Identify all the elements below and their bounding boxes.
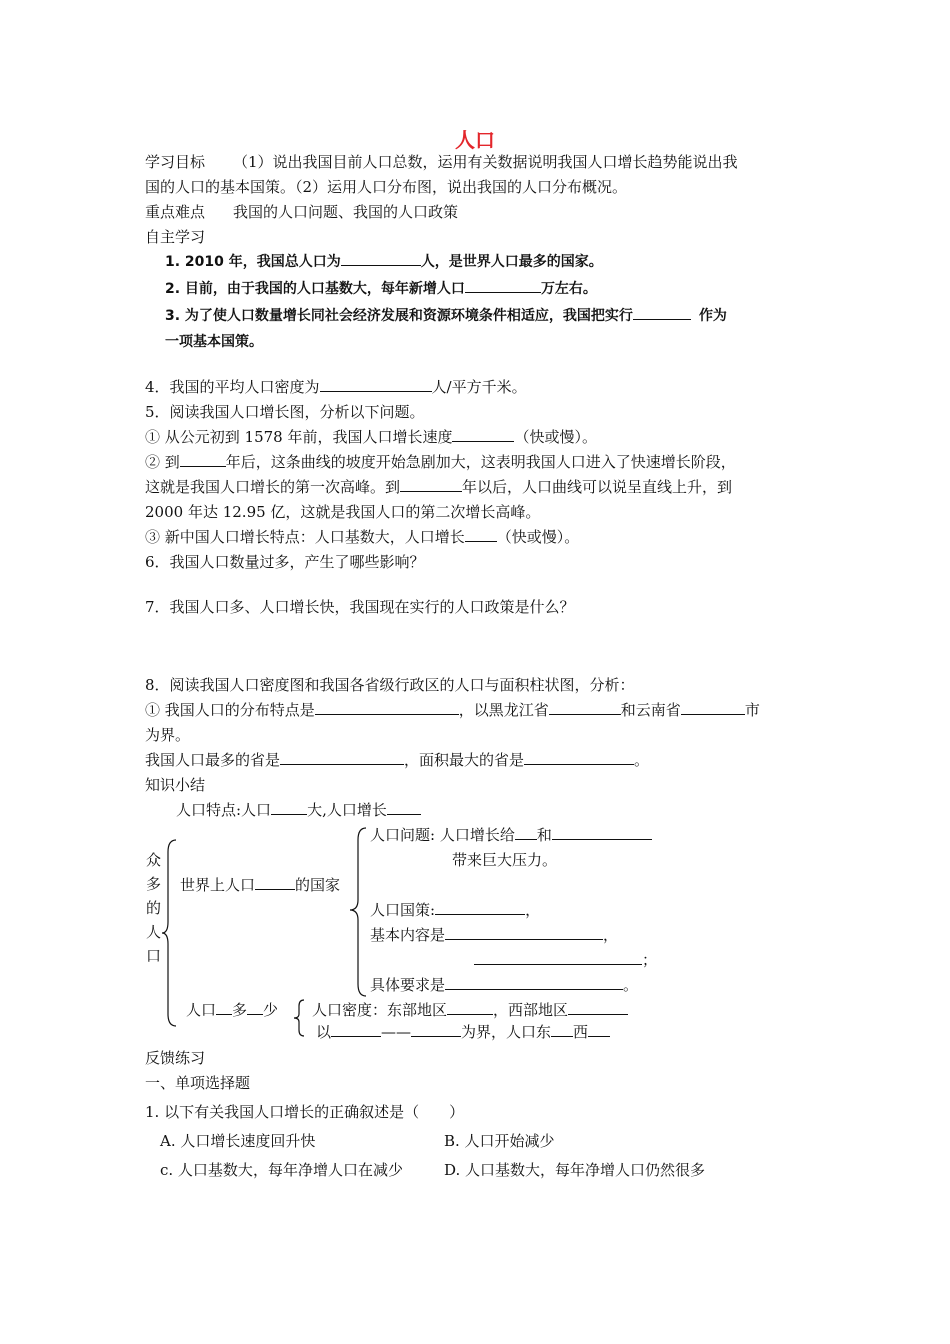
problem-text-b: 和 — [536, 826, 552, 844]
mc1-option-c[interactable]: c. 人口基数大，每年净增人口在减少 — [160, 1161, 403, 1179]
question-6: 6．我国人口数量过多，产生了哪些影响？ — [145, 553, 425, 571]
goal-line-1 — [145, 152, 738, 172]
answer-blank[interactable] — [551, 1022, 573, 1037]
q1-text-a: 1. 2010 年，我国总人口为 — [165, 254, 341, 270]
key-text: 我国的人口问题、我国的人口政策 — [233, 203, 459, 221]
answer-blank[interactable] — [568, 1000, 628, 1015]
root-char-2: 多 — [146, 875, 162, 893]
q8-s1-text-e: 为界。 — [145, 726, 191, 744]
q5-heading: 5．阅读我国人口增长图，分析以下问题。 — [145, 403, 425, 421]
answer-blank[interactable] — [588, 1022, 610, 1037]
question-7: 7．我国人口多、人口增长快，我国现在实行的人口政策是什么？ — [145, 598, 575, 616]
answer-blank[interactable] — [255, 875, 295, 890]
answer-blank[interactable] — [400, 477, 462, 492]
root-char-4: 人 — [146, 923, 162, 941]
border-text-b: —— — [381, 1023, 412, 1041]
q8-s1-text-b: ，以黑龙江省 — [458, 701, 549, 719]
border-text-a: 以 — [316, 1023, 332, 1041]
basic-text: 基本内容是 — [370, 926, 446, 944]
answer-blank[interactable] — [216, 1000, 232, 1015]
question-2 — [165, 278, 597, 299]
req-text: 具体要求是 — [370, 976, 446, 994]
border-line — [316, 1022, 610, 1042]
key-line — [145, 202, 458, 222]
goal-text-1: （1）说出我国目前人口总数，运用有关数据说明我国人口增长趋势能说出我 — [233, 153, 738, 171]
left-brace — [160, 838, 180, 1028]
q5-s2-text-e: 2000 年达 12.95 亿，这就是我国人口的第二次增长高峰。 — [145, 503, 541, 521]
mc1-option-a[interactable]: A. 人口增长速度回升快 — [160, 1132, 316, 1150]
q2-text-a: 2. 目前，由于我国的人口基数大，每年新增人口 — [165, 281, 465, 297]
border-text-d: 西 — [573, 1023, 589, 1041]
density-text-b: ，西部地区 — [493, 1001, 569, 1019]
answer-blank[interactable] — [445, 925, 603, 940]
question-1 — [165, 251, 603, 272]
key-label: 重点难点 — [145, 203, 206, 221]
dist-text-c: 少 — [263, 1001, 279, 1019]
q5-s2-text-c: 这就是我国人口增长的第一次高峰。到 — [145, 478, 401, 496]
answer-blank[interactable] — [435, 900, 525, 915]
answer-blank[interactable] — [315, 700, 459, 715]
q4-text-a: 4．我国的平均人口密度为 — [145, 378, 320, 396]
answer-blank[interactable] — [447, 1000, 493, 1015]
mc1-option-b[interactable]: B. 人口开始减少 — [444, 1132, 555, 1150]
root-char-1: 众 — [146, 851, 162, 869]
q3-text-b: 作为 — [698, 308, 727, 324]
req-line: 具体要求是 。 — [370, 976, 639, 994]
mc1-question: 1. 以下有关我国人口增长的正确叙述是（ ） — [145, 1103, 465, 1121]
q1-text-b: 人，是世界人口最多的国家。 — [420, 254, 603, 270]
problem-text-a: 人口问题: 人口增长给 — [370, 826, 515, 844]
answer-blank[interactable] — [247, 1000, 263, 1015]
feature-text-a: 人口特点:人口 — [176, 801, 272, 819]
policy-text: 人口国策: — [370, 901, 436, 919]
answer-blank[interactable] — [681, 700, 745, 715]
root-char-3: 的 — [146, 899, 162, 917]
world-line — [180, 875, 340, 895]
q8-s1-text-a: ① 我国人口的分布特点是 — [145, 701, 315, 719]
feedback-heading: 反馈练习 — [145, 1049, 206, 1067]
q5-s3-text-b: （快或慢）。 — [496, 528, 580, 546]
question-3 — [165, 305, 727, 326]
section-1-heading: 一、单项选择题 — [145, 1074, 251, 1092]
q5-item-3 — [145, 527, 579, 547]
answer-blank[interactable] — [180, 452, 226, 467]
q8-s2-text-b: ，面积最大的省是 — [404, 751, 525, 769]
q2-text-b: 万左右。 — [540, 281, 597, 297]
q5-s2-text-d: 年以后，人口曲线可以说呈直线上升，到 — [462, 478, 733, 496]
answer-blank[interactable] — [524, 750, 634, 765]
right-brace — [346, 826, 370, 998]
dist-text-b: 多 — [232, 1001, 248, 1019]
answer-blank[interactable] — [465, 278, 541, 293]
answer-blank[interactable] — [280, 750, 404, 765]
basic-line: 基本内容是 ， — [370, 926, 619, 944]
answer-blank[interactable] — [465, 527, 497, 542]
density-text-a: 人口密度：东部地区 — [312, 1001, 448, 1019]
answer-blank[interactable] — [341, 251, 421, 266]
q5-s1-text-b: （快或慢）。 — [514, 428, 597, 446]
summary-feature — [176, 800, 421, 820]
q5-s1-text-a: ① 从公元初到 1578 年前，我国人口增长速度 — [145, 428, 453, 446]
problem-text-c: 带来巨大压力。 — [452, 851, 558, 869]
density-line — [312, 1000, 628, 1020]
q8-item-2 — [145, 750, 649, 770]
policy-line: 人口国策: ， — [370, 901, 541, 919]
answer-blank[interactable] — [474, 950, 642, 965]
answer-blank[interactable] — [633, 305, 691, 320]
feature-text-b: 大,人口增长 — [307, 801, 387, 819]
answer-blank[interactable] — [452, 427, 514, 442]
small-brace — [292, 998, 308, 1038]
answer-blank[interactable] — [552, 825, 652, 840]
q8-heading: 8．阅读我国人口密度图和我国各省级行政区的人口与面积柱状图，分析： — [145, 676, 635, 694]
q5-item-1 — [145, 427, 597, 447]
answer-blank[interactable] — [331, 1022, 381, 1037]
q3-text-c: 一项基本国策。 — [165, 334, 263, 350]
answer-blank[interactable] — [320, 377, 432, 392]
root-char-5: 口 — [146, 947, 162, 965]
goal-text-2: 国的人口的基本国策。（2）运用人口分布图，说出我国的人口分布概况。 — [145, 178, 628, 196]
page-title: 人口 — [455, 128, 495, 152]
q3-text-a: 3. 为了使人口数量增长同社会经济发展和资源环境条件相适应，我国把实行 — [165, 308, 633, 324]
dist-line — [186, 1000, 278, 1020]
q5-s3-text-a: ③ 新中国人口增长特点：人口基数大，人口增长 — [145, 528, 465, 546]
answer-blank[interactable] — [411, 1022, 461, 1037]
answer-blank[interactable] — [549, 700, 621, 715]
answer-blank[interactable] — [387, 800, 421, 815]
answer-blank[interactable] — [445, 975, 623, 990]
mc1-option-d[interactable]: D. 人口基数大，每年净增人口仍然很多 — [444, 1161, 706, 1179]
basic-line-cont: ； — [474, 950, 657, 970]
goal-label: 学习目标 — [145, 153, 206, 171]
answer-blank[interactable] — [271, 800, 307, 815]
dist-text-a: 人口 — [186, 1001, 217, 1019]
q8-s1-text-d: 市 — [744, 701, 760, 719]
q5-item-2-cont — [145, 477, 732, 497]
answer-blank[interactable] — [515, 825, 537, 840]
self-study-heading: 自主学习 — [145, 228, 206, 246]
q8-s2-text-c: 。 — [634, 751, 650, 769]
question-4 — [145, 377, 527, 397]
q8-item-1 — [145, 700, 760, 720]
q5-s2-text-a: ② 到 — [145, 453, 180, 471]
world-text-a: 世界上人口 — [180, 876, 256, 894]
q4-text-b: 人/平方千米。 — [431, 378, 527, 396]
q5-s2-text-b: 年后，这条曲线的坡度开始急剧加大，这表明我国人口进入了快速增长阶段， — [225, 453, 736, 471]
q5-item-2 — [145, 452, 736, 472]
q8-s1-text-c: 和云南省 — [620, 701, 681, 719]
world-text-b: 的国家 — [295, 876, 341, 894]
border-text-c: 为界，人口东 — [461, 1023, 552, 1041]
summary-heading: 知识小结 — [145, 776, 206, 794]
problem-line — [370, 825, 652, 845]
q8-s2-text-a: 我国人口最多的省是 — [145, 751, 281, 769]
